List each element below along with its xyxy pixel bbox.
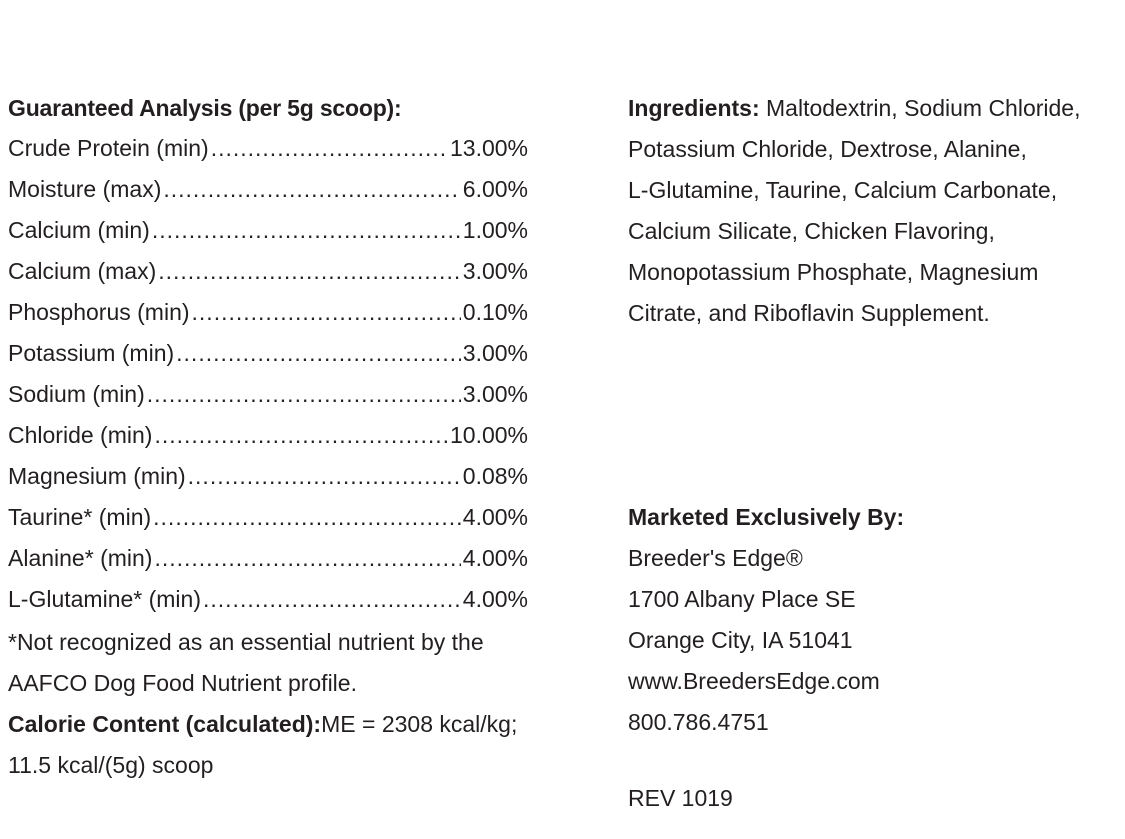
marketer-phone: 800.786.4751 — [628, 709, 769, 735]
ingredients-line: Potassium Chloride, Dextrose, Alanine, — [628, 136, 1027, 162]
analysis-row-label: Phosphorus (min) — [8, 299, 190, 325]
analysis-row — [8, 497, 528, 538]
dot-leader — [188, 456, 461, 497]
marketer-city: Orange City, IA 51041 — [628, 627, 853, 653]
ingredients-line: Citrate, and Riboflavin Supplement. — [628, 300, 990, 326]
dot-leader — [152, 210, 461, 251]
dot-leader — [154, 538, 460, 579]
analysis-row — [8, 333, 528, 374]
dot-leader — [154, 415, 448, 456]
ingredients-line: L-Glutamine, Taurine, Calcium Carbonate, — [628, 177, 1058, 203]
marketer-company: Breeder's Edge® — [628, 545, 803, 571]
analysis-row — [8, 251, 528, 292]
analysis-row-label: Alanine* (min) — [8, 545, 153, 571]
dot-leader — [203, 579, 461, 620]
marketer-heading: Marketed Exclusively By: — [628, 504, 905, 530]
footnote-line: AAFCO Dog Food Nutrient profile. — [8, 670, 357, 696]
dot-leader — [158, 251, 461, 292]
analysis-row — [8, 579, 528, 620]
marketer-section — [628, 497, 1118, 743]
analysis-row-value: 6.00% — [462, 176, 528, 202]
analysis-row-label: Moisture (max) — [8, 176, 162, 202]
analysis-row — [8, 210, 528, 251]
dot-leader — [211, 128, 448, 169]
analysis-row-label: Taurine* (min) — [8, 504, 152, 530]
revision-code: REV 1019 — [628, 785, 733, 811]
analysis-row — [8, 415, 528, 456]
analysis-row-value: 13.00% — [449, 135, 528, 161]
ingredients-label: Ingredients: — [628, 95, 760, 121]
ingredients-text: Maltodextrin, Sodium Chloride, — [759, 95, 1081, 121]
analysis-row-label: Crude Protein (min) — [8, 135, 209, 161]
analysis-row-value: 4.00% — [462, 504, 528, 530]
analysis-row-label: Magnesium (min) — [8, 463, 186, 489]
calorie-value: ME = 2308 kcal/kg; — [321, 711, 518, 737]
calorie-label: Calorie Content (calculated): — [8, 711, 322, 737]
analysis-row-label: Calcium (max) — [8, 258, 157, 284]
analysis-row-value: 4.00% — [462, 586, 528, 612]
analysis-row — [8, 456, 528, 497]
dot-leader — [163, 169, 460, 210]
analysis-row-value: 4.00% — [462, 545, 528, 571]
analysis-row — [8, 292, 528, 333]
dot-leader — [192, 292, 461, 333]
analysis-row — [8, 169, 528, 210]
marketer-street: 1700 Albany Place SE — [628, 586, 856, 612]
calorie-content — [8, 704, 568, 786]
dot-leader — [153, 497, 461, 538]
calorie-line — [8, 704, 568, 745]
analysis-row-label: Calcium (min) — [8, 217, 150, 243]
analysis-row-value: 1.00% — [462, 217, 528, 243]
ingredients-line: Monopotassium Phosphate, Magnesium — [628, 259, 1039, 285]
analysis-row-value: 0.10% — [462, 299, 528, 325]
analysis-row-value: 0.08% — [462, 463, 528, 489]
analysis-row — [8, 374, 528, 415]
analysis-row-value: 3.00% — [462, 258, 528, 284]
analysis-row-label: Chloride (min) — [8, 422, 153, 448]
analysis-row-value: 3.00% — [462, 381, 528, 407]
guaranteed-analysis-heading: Guaranteed Analysis (per 5g scoop): — [8, 95, 402, 121]
calorie-line: 11.5 kcal/(5g) scoop — [8, 752, 214, 778]
guaranteed-analysis-section — [8, 88, 568, 786]
ingredients-section — [628, 88, 1118, 334]
ingredients-line: Calcium Silicate, Chicken Flavoring, — [628, 218, 995, 244]
analysis-row-value: 3.00% — [462, 340, 528, 366]
analysis-table — [8, 128, 568, 620]
analysis-row — [8, 538, 528, 579]
footnote — [8, 622, 568, 704]
footnote-line: *Not recognized as an essential nutrient by the — [8, 629, 484, 655]
right-column — [628, 88, 1118, 819]
dot-leader — [147, 374, 461, 415]
analysis-row-label: Sodium (min) — [8, 381, 145, 407]
analysis-row-label: L-Glutamine* (min) — [8, 586, 201, 612]
dot-leader — [176, 333, 461, 374]
analysis-row-value: 10.00% — [449, 422, 528, 448]
marketer-website: www.BreedersEdge.com — [628, 668, 880, 694]
ingredients-line — [628, 88, 1118, 129]
analysis-row — [8, 128, 528, 169]
analysis-row-label: Potassium (min) — [8, 340, 175, 366]
